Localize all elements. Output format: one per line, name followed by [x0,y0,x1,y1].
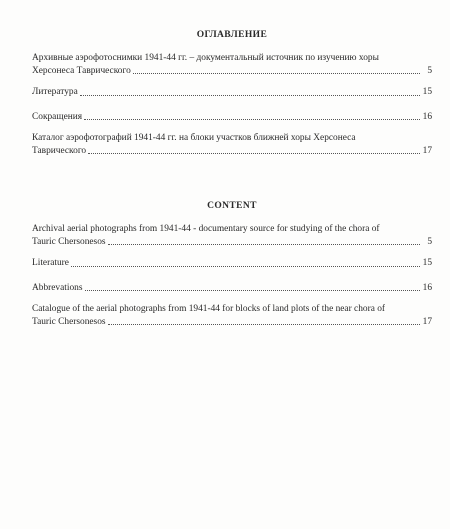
dot-leader [80,95,420,96]
toc-entry-title-line2: Tauric Chersonesos [32,316,106,327]
toc-entry-title: Literature [32,258,69,268]
toc-entry-title-line2: Херсонеса Таврического [32,65,131,76]
toc-entry [32,303,432,328]
toc-entry-page: 17 [422,316,432,327]
toc-entry [32,132,432,157]
dot-leader [133,73,420,74]
toc-entry-page: 5 [427,65,432,76]
dot-leader [85,290,420,291]
dot-leader [84,119,420,120]
toc-entry-title-line1: Catalogue of the aerial photographs from 1941-44 for blocks of land plots of the near chora of [32,304,386,314]
toc-entry-title-line1: Архивные аэрофотоснимки 1941-44 гг. – документальный источник по изучению хоры [32,53,379,63]
contents-en [32,201,432,328]
contents-heading-en: CONTENT [207,201,257,211]
toc-entry-title-line1: Каталог аэрофотографий 1941-44 гг. на блоки участков ближней хоры Херсонеса [32,133,356,143]
toc-entry-title: Литература [32,87,78,97]
dot-leader [71,266,420,267]
dot-leader [108,244,420,245]
toc-entry-title: Сокращения [32,111,83,122]
toc-entry-title-line1: Archival aerial photographs from 1941-44 - documentary source for studying of the chora of [32,224,380,234]
toc-entry-page: 16 [422,111,432,122]
toc-entry-title-line2: Таврического [32,145,87,156]
toc-entry [32,86,432,99]
dot-leader [108,324,420,325]
toc-entry-page: 15 [422,258,432,268]
toc-entry-title-line2: Tauric Chersonesos [32,236,106,247]
toc-entry [32,223,432,248]
toc-entry [32,111,432,124]
toc-entry [32,282,432,295]
toc-entry [32,257,432,270]
toc-entry-page: 17 [422,145,432,156]
toc-entry-title: Abbrevations [32,282,83,293]
toc-entry-page: 5 [427,236,432,247]
dot-leader [88,153,420,154]
contents-heading-ru: ОГЛАВЛЕНИЕ [196,30,268,40]
toc-entry-page: 15 [422,87,432,97]
toc-entry-page: 16 [422,282,432,293]
toc-entry [32,52,432,77]
contents-ru [32,30,432,157]
